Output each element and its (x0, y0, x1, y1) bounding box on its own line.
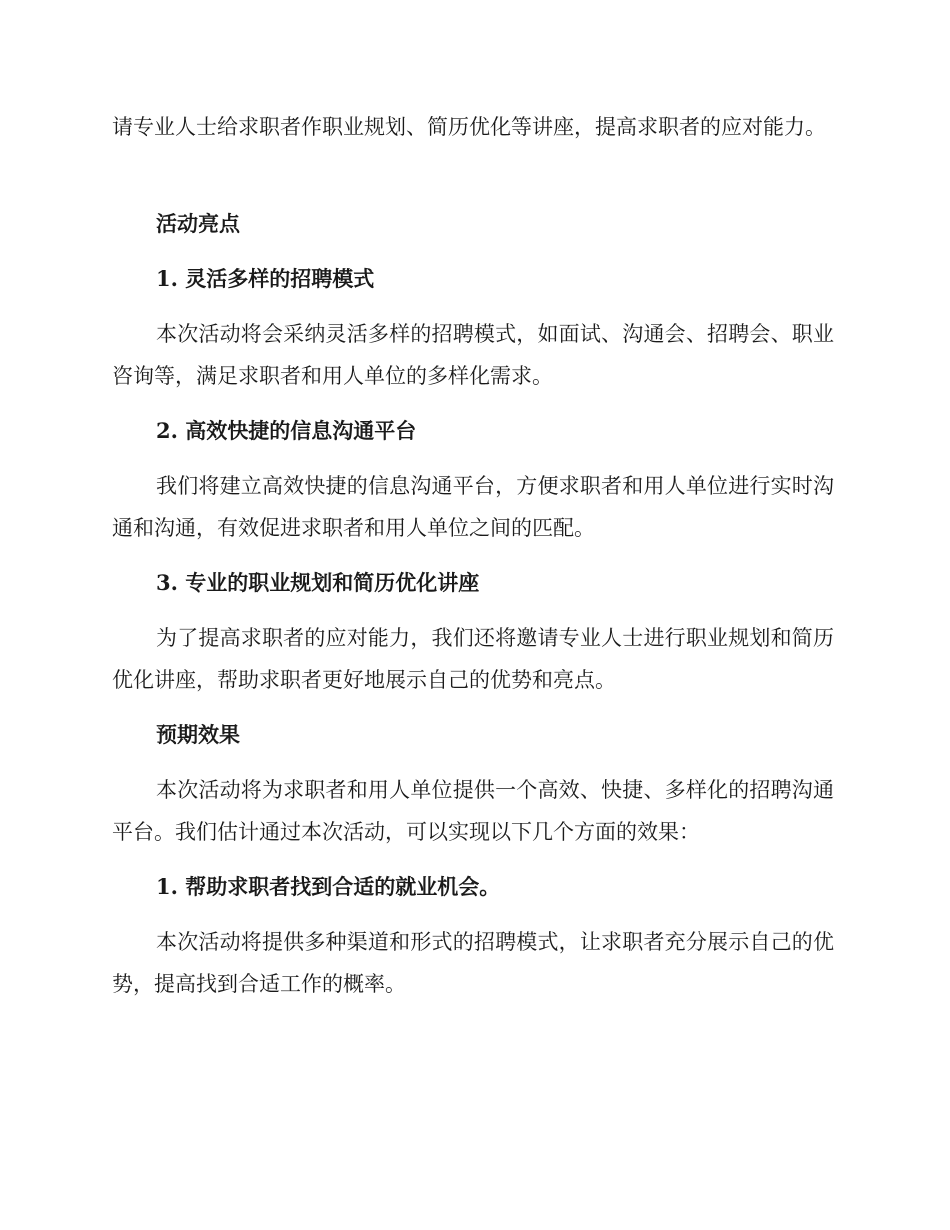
paragraph-help-job-seekers: 本次活动将提供多种渠道和形式的招聘模式，让求职者充分展示自己的优势，提高找到合适工作的概率。 (112, 930, 834, 996)
subheading-help-job-seekers: 1. 帮助求职者找到合适的就业机会。 (156, 874, 501, 899)
subheading-communication-platform: 2. 高效快捷的信息沟通平台 (156, 418, 417, 443)
section-heading-expected-effects: 预期效果 (156, 722, 240, 747)
paragraph-communication-platform: 我们将建立高效快捷的信息沟通平台，方便求职者和用人单位进行实时沟通和沟通，有效促进求职者和用人单位之间的匹配。 (112, 474, 834, 540)
paragraph-lecture-continuation: 请专业人士给求职者作职业规划、简历优化等讲座，提高求职者的应对能力。 (112, 115, 826, 139)
subheading-flexible-recruitment: 1. 灵活多样的招聘模式 (156, 266, 375, 291)
paragraph-expected-effects: 本次活动将为求职者和用人单位提供一个高效、快捷、多样化的招聘沟通平台。我们估计通过本次活动，可以实现以下几个方面的效果： (112, 778, 834, 844)
subheading-career-lectures: 3. 专业的职业规划和简历优化讲座 (156, 570, 480, 595)
paragraph-career-lectures: 为了提高求职者的应对能力，我们还将邀请专业人士进行职业规划和简历优化讲座，帮助求职者更好地展示自己的优势和亮点。 (112, 626, 834, 692)
section-heading-highlights: 活动亮点 (156, 211, 240, 236)
paragraph-flexible-recruitment: 本次活动将会采纳灵活多样的招聘模式，如面试、沟通会、招聘会、职业咨询等，满足求职者和用人单位的多样化需求。 (112, 322, 834, 388)
